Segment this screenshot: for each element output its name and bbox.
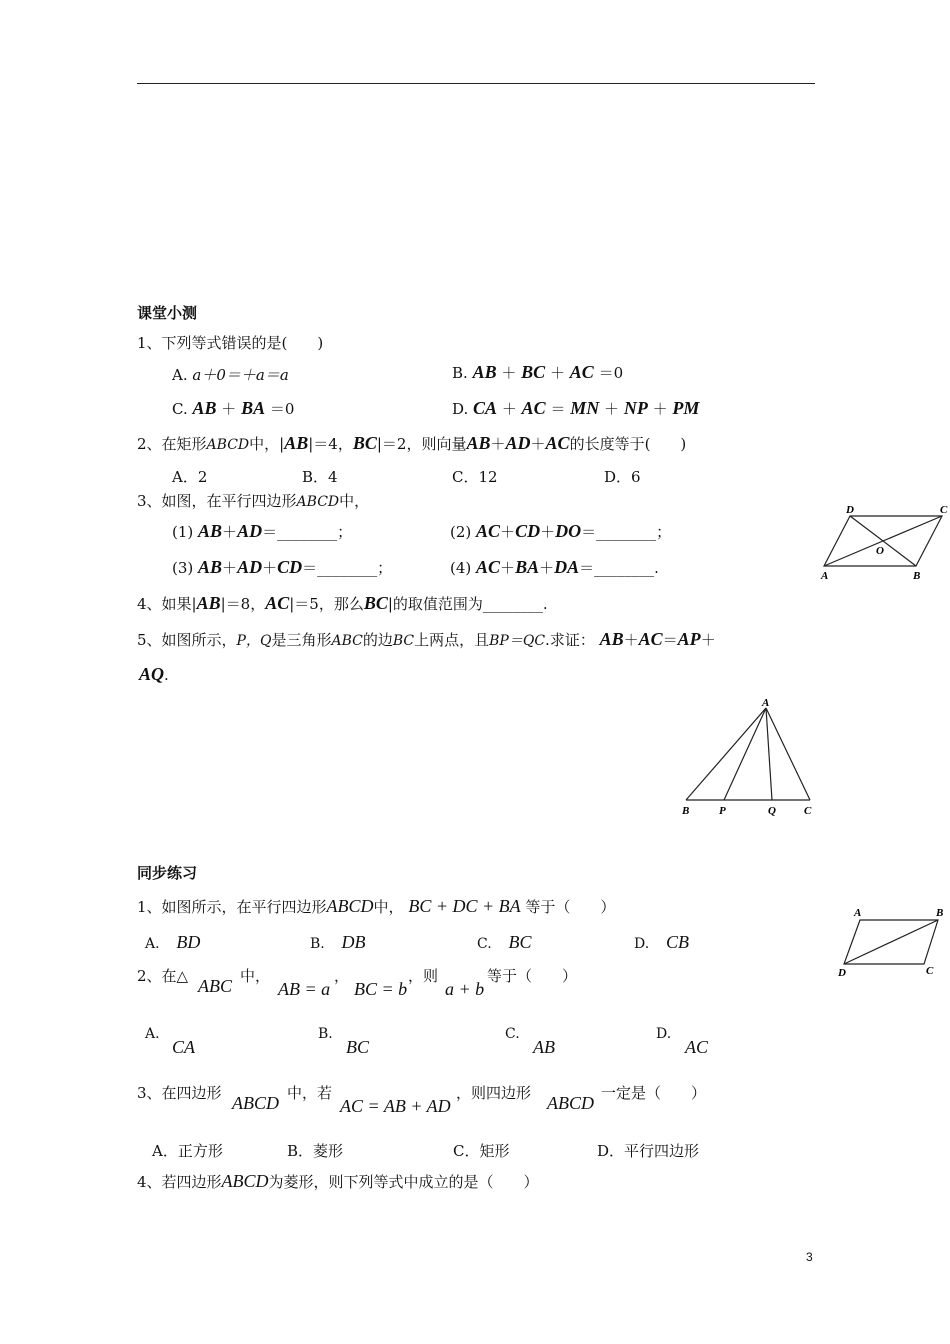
op: ＋ — [652, 400, 668, 418]
vector: AQ — [139, 664, 165, 684]
practice-q1-option-b — [310, 932, 366, 953]
vector: AC — [638, 629, 663, 649]
practice-q3-mid2: ，则四边形 — [456, 1084, 532, 1102]
quiz-q1-stem: 1、下列等式错误的是( ) — [137, 334, 324, 352]
op: ＋ — [500, 523, 516, 541]
quiz-q2-option-b: B．4 — [302, 468, 338, 486]
option-label: C. — [172, 400, 188, 418]
vector: AB — [599, 629, 624, 649]
op: ＋ — [540, 523, 556, 541]
vector: AB — [196, 593, 221, 613]
label-a: A — [821, 570, 829, 582]
quiz-q4 — [137, 593, 548, 614]
practice-q2-e3: a + b — [445, 979, 485, 999]
vector: DA — [554, 557, 580, 577]
label-a: A — [762, 697, 770, 709]
option-label: D. — [634, 936, 650, 952]
triangle-figure-q5 — [676, 696, 821, 820]
text: ABCD — [206, 437, 250, 453]
practice-q2-tail: 等于（ ） — [487, 967, 578, 985]
practice-q3-option-a: A．正方形 — [152, 1142, 223, 1160]
vector: BA — [241, 398, 266, 418]
label-d: D — [838, 967, 846, 979]
practice-q2-mid2: ，则 — [408, 967, 439, 985]
text: BP＝QC — [489, 633, 546, 649]
vector: BC — [363, 593, 388, 613]
practice-q2-option-c-value: AB — [533, 1037, 555, 1057]
quiz-q3-sub4 — [450, 557, 659, 578]
text: P，Q — [236, 633, 272, 649]
op: ＋ — [549, 364, 565, 382]
practice-q2-abc: ABC — [198, 976, 232, 996]
vector: AB — [466, 433, 491, 453]
text: (2) — [450, 523, 472, 541]
option-label: B. — [452, 364, 468, 382]
parallelogram-figure-p1 — [834, 902, 950, 982]
text: ABCD — [221, 1171, 269, 1191]
option-label: B. — [310, 936, 325, 952]
vector: BC — [521, 362, 546, 382]
practice-q2-e2: BC = b — [354, 979, 408, 999]
vector: MN — [570, 398, 600, 418]
text: 1、如图所示，在平行四边形 — [137, 898, 327, 916]
op: ＋ — [262, 559, 278, 577]
vector: DO — [555, 521, 582, 541]
text: BC — [392, 633, 415, 649]
vector: AC — [521, 398, 546, 418]
practice-q4 — [137, 1171, 539, 1192]
text: | — [279, 435, 285, 453]
practice-q3-abcd1: ABCD — [232, 1093, 279, 1113]
option-value: DB — [341, 932, 366, 952]
vector: AB — [198, 557, 223, 577]
practice-q3-option-c: C．矩形 — [453, 1142, 510, 1160]
practice-q1-option-d — [634, 932, 689, 953]
text: (1) — [172, 523, 194, 541]
label-q: Q — [768, 805, 776, 817]
page-number: 3 — [806, 1250, 813, 1264]
practice-q3-cond: AC = AB + AD — [340, 1096, 451, 1116]
op: ＋ — [539, 559, 555, 577]
practice-q2-option-b-value: BC — [346, 1037, 370, 1057]
op: ＋ — [530, 435, 546, 453]
text: 5、如图所示， — [137, 631, 237, 649]
text: 2、在矩形 — [137, 435, 207, 453]
label-b: B — [936, 907, 944, 919]
option-value: CB — [665, 932, 689, 952]
option-expr: a＋0＝＋a＝a — [192, 366, 289, 384]
op: ＋ — [500, 559, 516, 577]
text: |＝4， — [308, 435, 353, 453]
practice-q2-comma: ， — [334, 967, 350, 985]
op: ＋ — [221, 400, 237, 418]
label-c: C — [940, 504, 948, 516]
op: ＝ — [550, 400, 566, 418]
vector: AC — [265, 593, 290, 613]
text: ABCD — [296, 494, 340, 510]
vector: BA — [515, 557, 540, 577]
label-o: O — [876, 545, 884, 557]
vector: AC — [476, 557, 501, 577]
practice-q2-option-a-value: CA — [172, 1037, 196, 1057]
option-label: D. — [452, 400, 469, 418]
text: 的边 — [362, 631, 393, 649]
vector: AB — [198, 521, 223, 541]
segment-aq — [766, 708, 772, 800]
option-label: A. — [172, 366, 188, 384]
quiz-q3-sub2 — [450, 521, 671, 542]
label-a: A — [854, 907, 862, 919]
text: ＝0 — [269, 400, 295, 418]
practice-q3-option-d: D．平行四边形 — [597, 1142, 700, 1160]
op: ＝ — [662, 631, 678, 649]
text: 为菱形，则下列等式中成立的是（ ） — [268, 1173, 539, 1191]
diagonal-bd — [850, 516, 916, 566]
vector: PM — [672, 398, 700, 418]
quiz-title: 课堂小测 — [137, 304, 198, 322]
vector: AB — [192, 398, 217, 418]
text: 中， — [249, 435, 280, 453]
label-d: D — [846, 504, 854, 516]
practice-q2-option-b-label: B. — [318, 1026, 333, 1042]
op: ＋ — [501, 364, 517, 382]
quiz-q1-option-b — [452, 362, 623, 383]
vector: AD — [237, 557, 263, 577]
text: ABCD — [326, 896, 374, 916]
quiz-q1-option-a — [172, 364, 289, 385]
option-value: BC — [508, 932, 532, 952]
text: 4、若四边形 — [137, 1173, 222, 1191]
vector: BC — [352, 433, 377, 453]
text: | — [191, 595, 197, 613]
quiz-q3-sub3 — [172, 557, 392, 578]
text: ＝________； — [302, 559, 393, 577]
text: |的取值范围为________. — [387, 595, 548, 613]
text: .求证： — [545, 631, 595, 649]
vector: AC — [569, 362, 594, 382]
label-c: C — [804, 805, 812, 817]
text: (4) — [450, 559, 472, 577]
vector: CA — [473, 398, 498, 418]
vector: AB — [284, 433, 309, 453]
parallelogram-figure-q3 — [816, 502, 950, 584]
op: ＋ — [222, 523, 238, 541]
quiz-q2-option-a: A．2 — [172, 468, 208, 486]
quiz-q5-line1 — [137, 629, 716, 650]
text: ＝________； — [262, 523, 353, 541]
text: |＝8， — [220, 595, 266, 613]
practice-q3-mid1: 中，若 — [287, 1084, 333, 1102]
text: . — [164, 666, 169, 684]
expression: BC + DC + BA — [408, 896, 521, 916]
text: ＝0 — [598, 364, 624, 382]
side-ab — [686, 708, 766, 800]
practice-q2-option-d-label: D. — [656, 1026, 672, 1042]
text: 3、如图，在平行四边形 — [137, 492, 297, 510]
text: |＝5，那么 — [289, 595, 364, 613]
quiz-q2-option-c: C．12 — [452, 468, 498, 486]
practice-q3-option-b: B．菱形 — [287, 1142, 344, 1160]
op: ＋ — [604, 400, 620, 418]
option-label: A. — [145, 936, 160, 952]
quiz-q3-stem — [137, 490, 369, 511]
vector: CD — [515, 521, 541, 541]
text: ＝________. — [579, 559, 659, 577]
practice-q2-option-c-label: C. — [505, 1026, 520, 1042]
quiz-q1-option-d — [452, 398, 699, 419]
vector: AB — [472, 362, 497, 382]
practice-q3-tail: 一定是（ ） — [601, 1084, 707, 1102]
practice-q3-abcd2: ABCD — [547, 1093, 594, 1113]
side-ac — [766, 708, 810, 800]
text: ABC — [331, 633, 363, 649]
quiz-q2 — [137, 433, 686, 454]
label-p: P — [719, 805, 726, 817]
vector: AD — [237, 521, 263, 541]
text: 中， — [373, 898, 404, 916]
practice-q1-option-c — [477, 932, 531, 953]
practice-q2-prefix: 2、在△ — [137, 967, 189, 985]
practice-q2-option-d-value: AC — [685, 1037, 709, 1057]
label-c: C — [926, 965, 934, 977]
header-rule — [137, 83, 815, 84]
text: (3) — [172, 559, 194, 577]
text: 4、如果 — [137, 595, 192, 613]
text: ＝________； — [581, 523, 672, 541]
op: ＋ — [490, 435, 506, 453]
practice-q3-prefix: 3、在四边形 — [137, 1084, 222, 1102]
text: 中， — [339, 492, 370, 510]
quiz-q2-option-d: D．6 — [604, 468, 641, 486]
text: 是三角形 — [271, 631, 332, 649]
quiz-q1-option-c — [172, 398, 294, 419]
practice-title: 同步练习 — [137, 864, 198, 882]
op: ＋ — [700, 631, 716, 649]
op: ＋ — [501, 400, 517, 418]
practice-q2-mid1: 中， — [240, 967, 271, 985]
text: 的长度等于( ) — [569, 435, 687, 453]
quiz-q5-line2 — [139, 664, 169, 685]
label-b: B — [682, 805, 690, 817]
vector: AC — [545, 433, 570, 453]
vector: CD — [277, 557, 303, 577]
vector: AC — [476, 521, 501, 541]
text: |＝2，则向量 — [376, 435, 467, 453]
practice-q1-option-a — [145, 932, 200, 953]
text: 等于（ ） — [525, 898, 616, 916]
op: ＋ — [222, 559, 238, 577]
vector: NP — [623, 398, 648, 418]
option-value: BD — [176, 932, 201, 952]
practice-q2-e1: AB = a — [278, 979, 331, 999]
option-label: C. — [477, 936, 492, 952]
op: ＋ — [623, 631, 639, 649]
quiz-q3-sub1 — [172, 521, 352, 542]
segment-ap — [724, 708, 766, 800]
vector: AP — [677, 629, 701, 649]
vector: AD — [505, 433, 531, 453]
practice-q2-option-a-label: A. — [145, 1026, 160, 1042]
practice-q1 — [137, 896, 615, 917]
text: 上两点，且 — [414, 631, 490, 649]
label-b: B — [913, 570, 921, 582]
